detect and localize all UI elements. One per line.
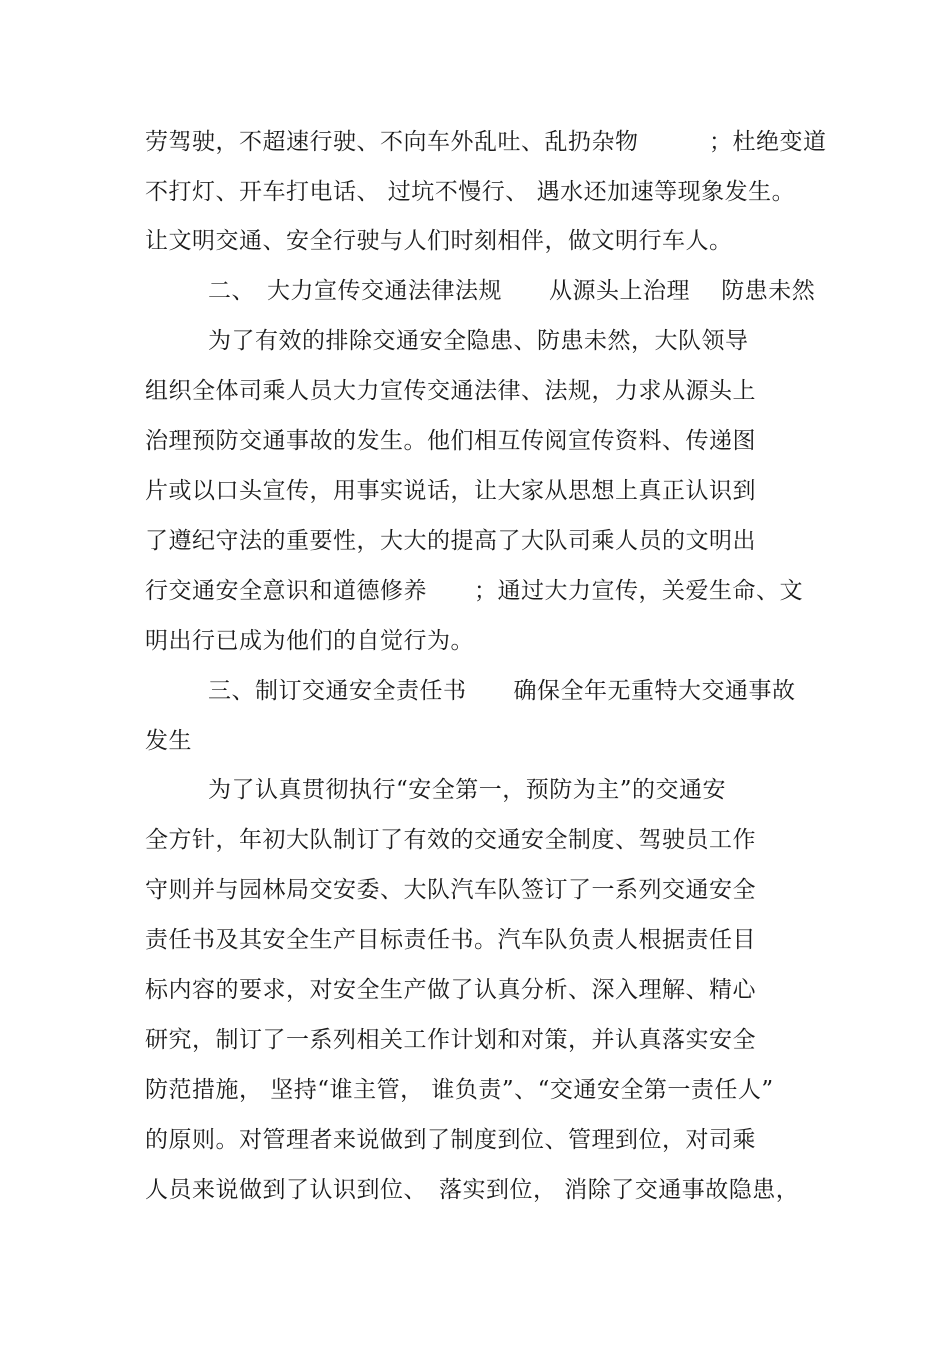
text-line: 守则并与园林局交安委、大队汽车队签订了一系列交通安全: [145, 877, 756, 903]
text-line: 劳驾驶，不超速行驶、不向车外乱吐、乱扔杂物 ；杜绝变道: [145, 129, 827, 155]
text-line: 让文明交通、安全行驶与人们时刻相伴，做文明行车人。: [145, 228, 733, 254]
text-line: 片或以口头宣传，用事实说话，让大家从思想上真正认识到: [145, 478, 756, 504]
text-line: 不打灯、开车打电话、 过坑不慢行、 遇水还加速等现象发生。: [145, 179, 796, 205]
text-line: 行交通安全意识和道德修养 ；通过大力宣传，关爱生命、文: [145, 578, 803, 604]
text-line: 标内容的要求，对安全生产做了认真分析、深入理解、精心: [145, 977, 756, 1003]
section-heading: 三、制订交通安全责任书 确保全年无重特大交通事故: [208, 678, 796, 704]
text-line: 责任书及其安全生产目标责任书。汽车队负责人根据责任目: [145, 927, 756, 953]
text-line: 了遵纪守法的重要性，大大的提高了大队司乘人员的文明出: [145, 528, 756, 554]
text-line: 明出行已成为他们的自觉行为。: [145, 628, 474, 654]
text-line: 研究，制订了一系列相关工作计划和对策，并认真落实安全: [145, 1027, 756, 1053]
text-line: 治理预防交通事故的发生。他们相互传阅宣传资料、传递图: [145, 428, 756, 454]
text-line: 的原则。对管理者来说做到了制度到位、管理到位，对司乘: [145, 1127, 756, 1153]
text-line: 为了有效的排除交通安全隐患、防患未然，大队领导: [208, 328, 749, 354]
text-line: 为了认真贯彻执行“安全第一，预防为主”的交通安: [208, 777, 727, 803]
section-heading-continuation: 发生: [145, 728, 192, 754]
text-line: 组织全体司乘人员大力宣传交通法律、法规，力求从源头上: [145, 378, 756, 404]
text-line: 人员来说做到了认识到位、 落实到位， 消除了交通事故隐患，: [145, 1177, 800, 1203]
text-line: 防范措施， 坚持“谁主管， 谁负责”、“交通安全第一责任人”: [145, 1077, 774, 1103]
section-heading: 二、 大力宣传交通法律法规 从源头上治理 防患未然: [208, 278, 816, 304]
text-line: 全方针，年初大队制订了有效的交通安全制度、驾驶员工作: [145, 827, 756, 853]
